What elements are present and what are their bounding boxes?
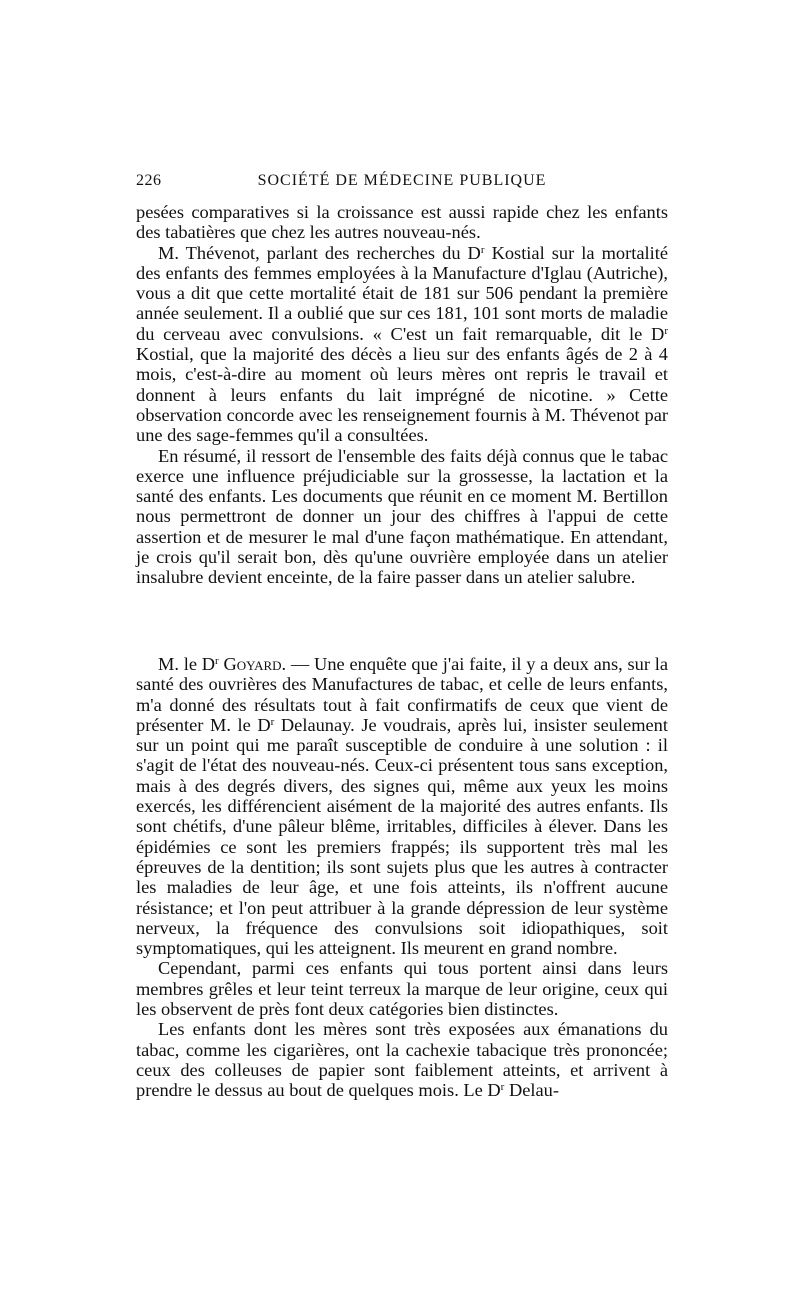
- paragraph-resume: En résumé, il ressort de l'ensemble des faits déjà connus que le tabac exerce une influence préjudiciable sur la grossesse, la lactation et la santé des enfants. Les documents que réunit en ce moment M. Bertillon nous permettront de donner un jour des chiffres à l'appui de cette assertion et de mesurer le mal d'une façon mathématique. En attendant, je crois qu'il serait bon, dès qu'une ouvrière employée dans un atelier insalubre devient enceinte, de la faire passer dans un atelier salubre.: [136, 445, 668, 588]
- running-title: SOCIÉTÉ DE MÉDECINE PUBLIQUE: [257, 172, 547, 189]
- text-block-goyard: [136, 654, 668, 1101]
- paragraph-goyard: M. le $D^r$ Goyard. — Une enquête que j'ai faite, il y a deux ans, sur la santé des ouvrières des Manufactures de tabac, et celle de leurs enfants, m'a donné des résultats tout à fait confirmatifs de ceux que vient de présenter M. le $D^r$ Delaunay. Je voudrais, après lui, insister seulement sur un point qui me paraît susceptible de conduire à une solution : il s'agit de l'état des nouveau-nés. Ceux-ci présentent tous sans exception, mais à des degrés divers, des signes qui, même aux yeux les moins exercés, les différencient aisément de la majorité des autres enfants. Ils sont chétifs, d'une pâleur blême, irritables, difficiles à élever. Dans les épidémies ce sont les premiers frappés; ils supportent très mal les épreuves de la dentition; ils sont sujets plus que les autres à contracter les maladies de leur âge, et une fois atteints, ils n'offrent aucune résistance; et l'on peut attribuer à la grande dépression de leur système nerveux, la fréquence des convulsions soit idiopathiques, soit symptomatiques, qui les atteignent. Ils meurent en grand nombre.: [136, 654, 668, 959]
- text-block-top: [136, 202, 668, 588]
- paragraph-continuation: pesées comparatives si la croissance est aussi rapide chez les enfants des tabatières que chez les autres nouveau-nés.: [136, 202, 668, 243]
- page-number: 226: [136, 172, 162, 189]
- paragraph-enfants: Les enfants dont les mères sont très exposées aux émanations du tabac, comme les cigarières, ont la cachexie tabacique très prononcée; ceux des colleuses de papier sont faiblement atteints, et arrivent à prendre le dessus au bout de quelques mois. Le $D^r$ Delau-: [136, 1019, 668, 1101]
- page-header: [136, 172, 668, 196]
- paragraph-thevenot: M. Thévenot, parlant des recherches du $D^r$ Kostial sur la mortalité des enfants des femmes employées à la Manufacture d'Iglau (Autriche), vous a dit que cette mortalité était de 181 sur 506 pendant la première année seulement. Il a oublié que sur ces 181, 101 sont morts de maladie du cerveau avec convulsions. « C'est un fait remarquable, dit le $D^r$ Kostial, que la majorité des décès a lieu sur des enfants âgés de 2 à 4 mois, c'est-à-dire au moment où leurs mères ont repris le travail et donnent à leurs enfants du lait imprégné de nicotine. » Cette observation concorde avec les renseignement fournis à M. Thévenot par une des sage-femmes qu'il a consultées.: [136, 242, 668, 446]
- speaker-name: Goyard.: [223, 654, 287, 674]
- paragraph-cependant: Cependant, parmi ces enfants qui tous portent ainsi dans leurs membres grêles et leur teint terreux la marque de leur origine, ceux qui les observent de près font deux catégories bien distinctes.: [136, 958, 668, 1020]
